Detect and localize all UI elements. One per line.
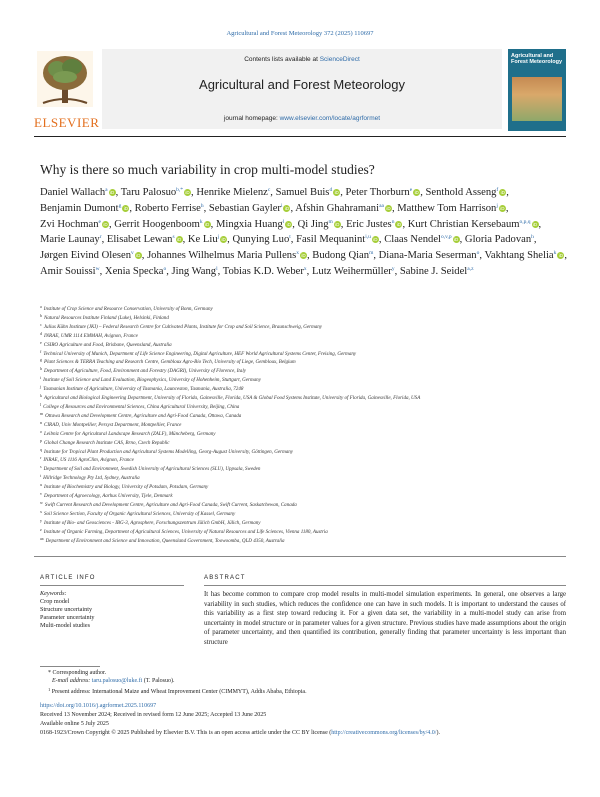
journal-banner bbox=[102, 49, 502, 129]
journal-cover-thumbnail[interactable] bbox=[508, 49, 566, 131]
author-affiliation-sup[interactable]: j bbox=[496, 202, 498, 209]
cover-title: Agricultural and Forest Meteorology bbox=[511, 53, 563, 65]
author-name[interactable] bbox=[400, 266, 474, 277]
author-affiliation-sup[interactable]: j bbox=[217, 234, 220, 241]
affiliation-sup: w bbox=[40, 499, 43, 505]
author-name-text: Benjamin Dumont bbox=[40, 202, 119, 214]
affiliation-item bbox=[40, 447, 568, 456]
author-affiliation-sup[interactable]: b,* bbox=[176, 187, 184, 193]
author-affiliation-sup[interactable]: h bbox=[531, 234, 534, 241]
author-name-text: Elisabet Lewan bbox=[106, 234, 173, 246]
orcid-icon[interactable]: iD bbox=[185, 190, 190, 195]
author-name[interactable] bbox=[276, 187, 341, 198]
affiliation-sup: y bbox=[40, 517, 42, 523]
author-list: Daniel Wallach$^a$ iD, Taru Palosuo$^{b,*}$ iD, Henrike Mielenz$^c$, Samuel Buis$^d$ iD, Peter Thorburn$^e$ iD, Senthold Asseng$^f$ iD, Benjamin Dumont$^g$ iD, Roberto Ferrise$^h$, Sebastian Gayler$^i$ iD, Afshin Ghahramani$^{aa}$ iD, Matthew Tom Harrison$^j$ iD, Zvi Hochman$^e$ iD, Gerrit Hoogenboom$^k$ iD, Mingxia Huang$^l$ iD, Qi Jing$^m$ iD, Eric Justes$^n$ iD, Kurt Christian Kersebaum$^{o,p,q}$ iD, Marie Launay$^r$, Elisabet Lewan$^s$ iD, Ke Liu$^j$ iD, Qunying Luo$^t$, Fasil Mequanint$^{i,u}$ iD, Claas Nendel$^{o,v,p}$ iD, Gloria Padovan$^h$, Jørgen Eivind Olesen$^v$ iD, Johannes Wilhelmus Maria Pullens$^x$ iD, Budong Qian$^m$, Diana-Maria Seserman$^o$, Vakhtang Shelia$^k$ iD, Amir Souissi$^w$, Xenia Specka$^o$, Jing Wang$^l$, Tobias K.D. Weber$^x$, Lutz Weihermüller$^y$, Sabine J. Seidel$^{a,z}$ bbox=[40, 187, 567, 277]
orcid-icon[interactable]: iD bbox=[335, 221, 340, 227]
affiliation-sup: a bbox=[40, 304, 42, 309]
author-name-text: Matthew Tom Harrison bbox=[397, 202, 497, 214]
author-name[interactable] bbox=[397, 203, 506, 214]
affiliation-item bbox=[40, 340, 568, 349]
author-name-text: Lutz Weihermüller bbox=[311, 265, 392, 277]
affiliation-sup: d bbox=[40, 330, 42, 336]
author-name-text: Fasil Mequanint bbox=[296, 234, 366, 246]
affiliation-text: Plant Sciences & TERRA Teaching and Research Centre, Gembloux Agro-Bio Tech, University of Liege, Gembloux, Belgium bbox=[44, 359, 296, 366]
affiliation-text: Julius Kühn Institute (JKI) – Federal Research Centre for Cultivated Plants, Institute for Crop and Soil Science, Braunschweig, Germany bbox=[43, 323, 323, 330]
email-suffix: (T. Palosuo). bbox=[142, 678, 175, 684]
author-affiliation-sup[interactable]: o bbox=[163, 265, 167, 272]
affiliation-item bbox=[40, 304, 568, 313]
keyword-item[interactable]: Structure uncertainty bbox=[40, 606, 93, 613]
author-affiliation-sup[interactable]: y bbox=[391, 265, 395, 272]
author-name-text: Qunying Luo bbox=[232, 234, 290, 246]
author-name-text: Samuel Buis bbox=[275, 187, 330, 198]
affiliation-item bbox=[40, 438, 568, 447]
email-note bbox=[40, 677, 440, 685]
affiliation-text: Swift Current Research and Development Centre, Agriculture and Agri-Food Canada, Swift Current, Saskatchewan, Canada bbox=[44, 501, 297, 508]
journal-title: Agricultural and Forest Meteorology bbox=[199, 77, 405, 92]
author-name-text: Peter Thorburn bbox=[345, 187, 410, 198]
author-name[interactable] bbox=[345, 187, 420, 198]
affiliation-sup: e bbox=[40, 339, 42, 345]
affiliation-text: College of Resources and Environmental Sciences, China Agricultural University, Beijing, China bbox=[43, 403, 240, 410]
present-address-text: Present address: International Maize and Wheat Improvement Center (CIMMYT), Addis Ababa, Ethiopia. bbox=[51, 689, 307, 695]
affiliation-text: Leibniz Centre for Agricultural Landscape Research (ZALF), Müncheberg, Germany bbox=[44, 430, 216, 437]
orcid-icon[interactable]: iD bbox=[500, 205, 505, 211]
affiliation-text: CSIRO Agriculture and Food, Brisbane, Queensland, Australia bbox=[43, 341, 172, 348]
affiliation-sup: j bbox=[40, 384, 42, 390]
corresponding-label: * Corresponding author. bbox=[48, 670, 107, 676]
author-name-text: Kurt Christian Kersebaum bbox=[407, 218, 520, 230]
affiliation-text: Natural Resources Institute Finland (Luke), Helsinki, Finland bbox=[44, 314, 169, 321]
cover-photo bbox=[512, 77, 562, 121]
affiliation-sup: aa bbox=[40, 535, 44, 541]
orcid-icon[interactable]: iD bbox=[176, 237, 182, 243]
affiliation-sup: b bbox=[40, 312, 42, 318]
orcid-icon[interactable]: iD bbox=[334, 190, 339, 195]
doi-line bbox=[40, 702, 570, 710]
author-affiliation-sup[interactable]: t bbox=[289, 234, 291, 241]
author-name[interactable] bbox=[114, 219, 210, 230]
keyword-item[interactable]: Parameter uncertainty bbox=[40, 614, 95, 621]
affiliation-item bbox=[40, 536, 568, 545]
affiliation-item bbox=[40, 366, 568, 375]
affiliation-item bbox=[40, 455, 568, 464]
orcid-icon[interactable]: iD bbox=[396, 221, 402, 227]
author-affiliation-sup[interactable]: m bbox=[328, 218, 333, 225]
author-affiliation-sup[interactable]: n bbox=[391, 218, 395, 225]
affiliation-text: Institute of Organic Farming, Department of Agricultural Sciences, University of Natural Resources and Life Sciences, Vienna 1180, Austria bbox=[43, 528, 328, 535]
elsevier-tree-icon bbox=[37, 51, 93, 107]
affiliation-item bbox=[40, 331, 568, 340]
author-name[interactable] bbox=[40, 234, 102, 245]
affiliation-text: Department of Environment and Science and Innovation, Queensland Government, Toowoomba, QLD 4350, Australia bbox=[45, 537, 285, 544]
orcid-icon[interactable]: iD bbox=[123, 205, 128, 211]
affiliation-text: Institute for Tropical Plant Production and Agricultural Systems Modelling, Georg-August University, Göttingen, Germany bbox=[44, 448, 294, 455]
affiliation-text: Agricultural and Biological Engineering Department, University of Florida, Gainesville, Florida, USA & Global Food Systems Institute, University of Florida, Gainesville, Florida, USA bbox=[44, 395, 421, 402]
affiliation-text: Institute of Biochemistry and Biology, University of Potsdam, Potsdam, Germany bbox=[44, 484, 209, 491]
affiliation-sup: o bbox=[40, 428, 42, 434]
affiliation-text: Ottawa Research and Development Centre, Agriculture and Agri-Food Canada, Ottawa, Canada bbox=[45, 412, 242, 419]
author-affiliation-sup[interactable]: v bbox=[131, 250, 134, 257]
author-affiliation-sup[interactable]: f bbox=[496, 187, 499, 193]
author-name-text: Senthold Asseng bbox=[425, 187, 497, 198]
received-dates: Received 13 November 2024; Received in revised form 12 June 2025; Accepted 13 June 2025 bbox=[40, 712, 267, 718]
orcid-icon[interactable]: iD bbox=[532, 221, 538, 227]
email-prefix: E-mail address: bbox=[52, 678, 92, 684]
orcid-icon[interactable]: iD bbox=[454, 237, 459, 243]
author-name-text: Taru Palosuo bbox=[120, 187, 177, 198]
author-name[interactable] bbox=[312, 250, 373, 261]
author-name[interactable] bbox=[40, 250, 142, 261]
elsevier-wordmark: ELSEVIER bbox=[34, 115, 100, 130]
author-name-text: Gerrit Hoogenboom bbox=[114, 218, 200, 230]
affiliation-item bbox=[40, 375, 568, 384]
author-name[interactable] bbox=[40, 219, 109, 230]
orcid-icon[interactable]: iD bbox=[205, 221, 210, 227]
affiliation-item bbox=[40, 384, 568, 393]
affiliation-sup: c bbox=[40, 321, 42, 327]
author-name[interactable] bbox=[298, 219, 341, 230]
author-name-text: Zvi Hochman bbox=[40, 218, 99, 230]
affiliation-item bbox=[40, 349, 568, 358]
author-affiliation-sup[interactable]: s bbox=[172, 234, 175, 241]
author-name[interactable] bbox=[425, 187, 506, 198]
author-name-text: Xenia Specka bbox=[104, 265, 164, 277]
affiliation-item bbox=[40, 322, 568, 331]
contents-prefix: Contents lists available at bbox=[244, 56, 320, 63]
author-name[interactable] bbox=[484, 250, 564, 261]
affiliation-item bbox=[40, 518, 568, 527]
orcid-icon[interactable]: iD bbox=[109, 190, 115, 195]
affiliation-sup: p bbox=[40, 437, 42, 443]
affiliation-text: Tasmanian Institute of Agriculture, University of Tasmania, Launceston, Tasmania, Australia, 7248 bbox=[43, 386, 244, 393]
author-name[interactable] bbox=[209, 203, 291, 214]
abstract-text: It has become common to compare crop model results in multi-model simulation experiments. In general, one observes a large variability in such studies, which reduces the confidence one can have in such models. It is important to understand the causes of this variability as a first step toward reducing it. For a given data set, the variability in a multi-model study can arise from uncertainty in model structure or in parameter values for a given structure. Previous studies have made assumptions about the origin of parameter uncertainty, and then quantified its contribution, generally finding that parameter uncertainty is less important than structure bbox=[204, 591, 566, 646]
author-name[interactable] bbox=[135, 203, 204, 214]
author-name-text: Diana-Maria Seserman bbox=[378, 250, 477, 262]
affiliation-item bbox=[40, 509, 568, 518]
present-address-note bbox=[40, 686, 440, 696]
keyword-item[interactable]: Multi-model studies bbox=[40, 622, 91, 629]
affiliation-sup: x bbox=[40, 508, 42, 514]
author-name-text: Qi Jing bbox=[297, 218, 329, 230]
affiliation-item bbox=[40, 313, 568, 322]
author-affiliation-sup[interactable]: g bbox=[118, 202, 122, 209]
author-affiliation-sup[interactable]: o,p,q bbox=[519, 218, 531, 225]
orcid-icon[interactable]: iD bbox=[414, 190, 419, 195]
affiliation-item bbox=[40, 491, 568, 500]
author-name[interactable] bbox=[232, 234, 290, 245]
author-affiliation-sup[interactable]: m bbox=[369, 250, 374, 257]
sciencedirect-link[interactable]: ScienceDirect bbox=[319, 56, 360, 63]
author-name[interactable] bbox=[408, 219, 539, 230]
affiliation-text: Institute of Bio- and Geosciences - IBG-3, Agrosphere, Forschungszentrum Jülich GmbH, Jülich, Germany bbox=[44, 519, 261, 526]
author-name-text: Daniel Wallach bbox=[40, 187, 106, 198]
author-name-text: Eric Justes bbox=[346, 218, 392, 230]
affiliation-item bbox=[40, 357, 568, 366]
affiliation-text: Soil Science Section, Faculty of Organic Agricultural Sciences, University of Kassel, Germany bbox=[44, 510, 236, 517]
elsevier-logo[interactable] bbox=[34, 49, 100, 130]
author-name[interactable] bbox=[107, 234, 183, 245]
orcid-icon[interactable]: iD bbox=[284, 205, 290, 211]
affiliation-text: INRAE, UMR 1114 EMMAH, Avignon, France bbox=[44, 332, 138, 339]
author-name-text: Amir Souissi bbox=[40, 265, 96, 277]
author-name[interactable] bbox=[465, 234, 534, 245]
affiliation-item bbox=[40, 500, 568, 509]
orcid-icon[interactable]: iD bbox=[286, 221, 291, 227]
homepage-link[interactable]: www.elsevier.com/locate/agrformet bbox=[279, 115, 381, 122]
author-affiliation-sup[interactable]: a bbox=[105, 187, 108, 193]
author-name[interactable] bbox=[121, 187, 191, 198]
author-name[interactable] bbox=[296, 234, 379, 245]
author-name-text: Henrike Mielenz bbox=[196, 187, 268, 198]
affiliation-sup: n bbox=[40, 419, 42, 425]
author-name[interactable] bbox=[105, 266, 166, 277]
section-divider bbox=[34, 556, 566, 557]
orcid-icon[interactable]: iD bbox=[221, 237, 226, 243]
abstract-rule bbox=[204, 585, 566, 586]
affiliation-sup: g bbox=[40, 357, 42, 363]
affiliation-text: Hillridge Technology Pty Ltd, Sydney, Australia bbox=[43, 475, 140, 482]
article-info-rule bbox=[40, 585, 184, 586]
orcid-icon[interactable]: iD bbox=[558, 253, 563, 259]
license-line bbox=[40, 729, 570, 737]
author-name-text: Budong Qian bbox=[312, 250, 370, 262]
author-name[interactable] bbox=[295, 203, 392, 214]
author-affiliation-sup[interactable]: r bbox=[99, 234, 102, 241]
author-affiliation-sup[interactable]: d bbox=[329, 187, 333, 193]
affiliation-text: CIRAD, Univ Montpellier, Persyst Department, Montpellier, France bbox=[44, 421, 182, 428]
affiliation-text: INRAE, US 1116 AgroClim, Avignon, France bbox=[43, 457, 134, 464]
author-affiliation-sup[interactable]: i bbox=[280, 202, 283, 209]
author-affiliation-sup[interactable]: x bbox=[303, 265, 307, 272]
article-info-heading: ARTICLE INFO bbox=[40, 575, 96, 581]
affiliation-sup: u bbox=[40, 482, 42, 488]
author-name[interactable] bbox=[188, 234, 227, 245]
author-affiliation-sup[interactable]: h bbox=[200, 202, 204, 209]
orcid-icon[interactable]: iD bbox=[136, 253, 141, 259]
affiliation-item bbox=[40, 482, 568, 491]
author-name[interactable] bbox=[384, 234, 459, 245]
author-affiliation-sup[interactable]: x bbox=[296, 250, 299, 257]
author-affiliation-sup[interactable]: o bbox=[476, 250, 480, 257]
affiliation-item bbox=[40, 420, 568, 429]
author-name[interactable] bbox=[172, 266, 218, 277]
author-name-text: Claas Nendel bbox=[384, 234, 441, 246]
author-name[interactable] bbox=[312, 266, 395, 277]
author-affiliation-sup[interactable]: a,z bbox=[467, 265, 474, 272]
author-name[interactable] bbox=[40, 266, 100, 277]
author-name-text: Gloria Padovan bbox=[464, 234, 532, 246]
affiliation-sup: f bbox=[40, 348, 42, 354]
affiliation-text: Department of Soil and Environment, Swedish University of Agricultural Sciences (SLU), Uppsala, Sweden bbox=[43, 466, 261, 473]
author-name[interactable] bbox=[346, 219, 402, 230]
homepage-prefix: journal homepage: bbox=[223, 115, 280, 122]
affiliation-text: Institute of Crop Science and Resource Conservation, University of Bonn, Germany bbox=[43, 306, 213, 312]
affiliation-item bbox=[40, 402, 568, 411]
author-name-text: Johannes Wilhelmus Maria Pullens bbox=[147, 250, 297, 262]
author-affiliation-sup[interactable]: l bbox=[216, 265, 218, 272]
keywords-block bbox=[40, 590, 190, 630]
author-affiliation-sup[interactable]: e bbox=[98, 218, 101, 225]
orcid-icon[interactable]: iD bbox=[301, 253, 306, 259]
author-affiliation-sup[interactable]: aa bbox=[379, 202, 384, 209]
keyword-item[interactable]: Crop model bbox=[40, 598, 70, 605]
orcid-icon[interactable]: iD bbox=[386, 205, 391, 211]
orcid-icon[interactable]: iD bbox=[103, 221, 108, 227]
affiliation-item bbox=[40, 411, 568, 420]
affiliation-sup: m bbox=[40, 410, 44, 416]
corresponding-author-note bbox=[40, 669, 440, 677]
contents-line bbox=[102, 56, 502, 63]
affiliation-text: Institute of Soil Science and Land Evaluation, Biogeophysics, University of Hohenheim, Stuttgart, Germany bbox=[43, 377, 261, 384]
affiliation-sup: v bbox=[40, 491, 42, 497]
footnote-rule bbox=[40, 666, 100, 667]
affiliation-sup: z bbox=[40, 526, 42, 532]
author-affiliation-sup[interactable]: c bbox=[267, 187, 271, 193]
orcid-icon[interactable]: iD bbox=[500, 190, 505, 195]
author-name[interactable] bbox=[379, 250, 480, 261]
email-link[interactable]: taru.palosuo@luke.fi bbox=[91, 678, 143, 684]
author-name-text: Tobias K.D. Weber bbox=[222, 265, 304, 277]
author-name[interactable] bbox=[147, 250, 307, 261]
affiliation-list bbox=[40, 304, 568, 544]
affiliation-item bbox=[40, 527, 568, 536]
author-name-text: Jing Wang bbox=[171, 265, 217, 277]
header-divider bbox=[34, 136, 566, 137]
affiliation-item bbox=[40, 464, 568, 473]
author-affiliation-sup[interactable]: k bbox=[199, 218, 203, 225]
affiliation-item bbox=[40, 429, 568, 438]
affiliation-text: Global Change Research Institute CAS, Brno, Czech Republic bbox=[44, 439, 170, 446]
author-affiliation-sup[interactable]: e bbox=[409, 187, 413, 193]
affiliation-text: Technical University of Munich, Department of Life Science Engineering, Digital Agriculture, HEF World Agricultural Systems Center, Freising, Germany bbox=[43, 350, 357, 357]
doi-link[interactable]: https://doi.org/10.1016/j.agrformet.2025.110697 bbox=[40, 703, 157, 709]
author-name[interactable] bbox=[216, 219, 292, 230]
orcid-icon[interactable]: iD bbox=[373, 237, 378, 243]
present-address-sup: 1 bbox=[48, 687, 51, 692]
author-name-text: Jørgen Eivind Olesen bbox=[40, 250, 132, 262]
affiliation-sup: l bbox=[40, 401, 42, 407]
author-name-text: Roberto Ferrise bbox=[134, 202, 201, 214]
author-affiliation-sup[interactable]: w bbox=[95, 265, 100, 272]
author-name-text: Sabine J. Seidel bbox=[399, 265, 468, 277]
affiliation-sup: s bbox=[40, 464, 42, 470]
keywords-title: Keywords: bbox=[40, 590, 67, 597]
affiliation-sup: h bbox=[40, 366, 42, 372]
author-name-text: Ke Liu bbox=[187, 234, 218, 246]
affiliation-sup: r bbox=[40, 455, 42, 461]
affiliation-sup: t bbox=[40, 473, 42, 479]
journal-masthead bbox=[34, 49, 566, 132]
author-affiliation-sup[interactable]: i,u bbox=[365, 234, 371, 241]
author-name[interactable] bbox=[40, 187, 116, 198]
affiliation-text: Department of Agriculture, Food, Environment and Forestry (DAGRI), University of Florence, Italy bbox=[44, 368, 246, 375]
author-affiliation-sup[interactable]: l bbox=[282, 218, 285, 225]
author-name-text: Mingxia Huang bbox=[215, 218, 283, 230]
abstract-heading: ABSTRACT bbox=[204, 575, 246, 581]
author-name[interactable] bbox=[196, 187, 270, 198]
author-name-text: Marie Launay bbox=[40, 234, 100, 246]
affiliation-sup: k bbox=[40, 393, 42, 399]
affiliation-sup: i bbox=[40, 375, 42, 381]
author-name-text: Sebastian Gayler bbox=[208, 202, 281, 214]
affiliation-item bbox=[40, 393, 568, 402]
license-suffix: ). bbox=[436, 730, 440, 736]
author-affiliation-sup[interactable]: k bbox=[553, 250, 557, 257]
affiliation-item bbox=[40, 473, 568, 482]
article-title: Why is there so much variability in crop multi-model studies? bbox=[40, 162, 375, 177]
license-prefix: 0168-1923/Crown Copyright © 2025 Published by Elsevier B.V. This is an open access article under the CC BY license ( bbox=[40, 730, 332, 736]
available-online: Available online 5 July 2025 bbox=[40, 721, 109, 727]
author-name-text: Afshin Ghahramani bbox=[295, 202, 380, 214]
author-name[interactable] bbox=[40, 203, 129, 214]
author-name[interactable] bbox=[223, 266, 307, 277]
affiliation-sup: q bbox=[40, 446, 42, 452]
journal-homepage bbox=[102, 115, 502, 122]
affiliation-text: Department of Agroecology, Aarhus University, Tjele, Denmark bbox=[44, 493, 173, 500]
author-name-text: Vakhtang Shelia bbox=[484, 250, 554, 262]
license-link[interactable]: http://creativecommons.org/licenses/by/4.0/ bbox=[331, 730, 437, 736]
journal-reference[interactable]: Agricultural and Forest Meteorology 372 (2025) 110697 bbox=[226, 30, 374, 37]
author-affiliation-sup[interactable]: o,v,p bbox=[440, 234, 452, 241]
